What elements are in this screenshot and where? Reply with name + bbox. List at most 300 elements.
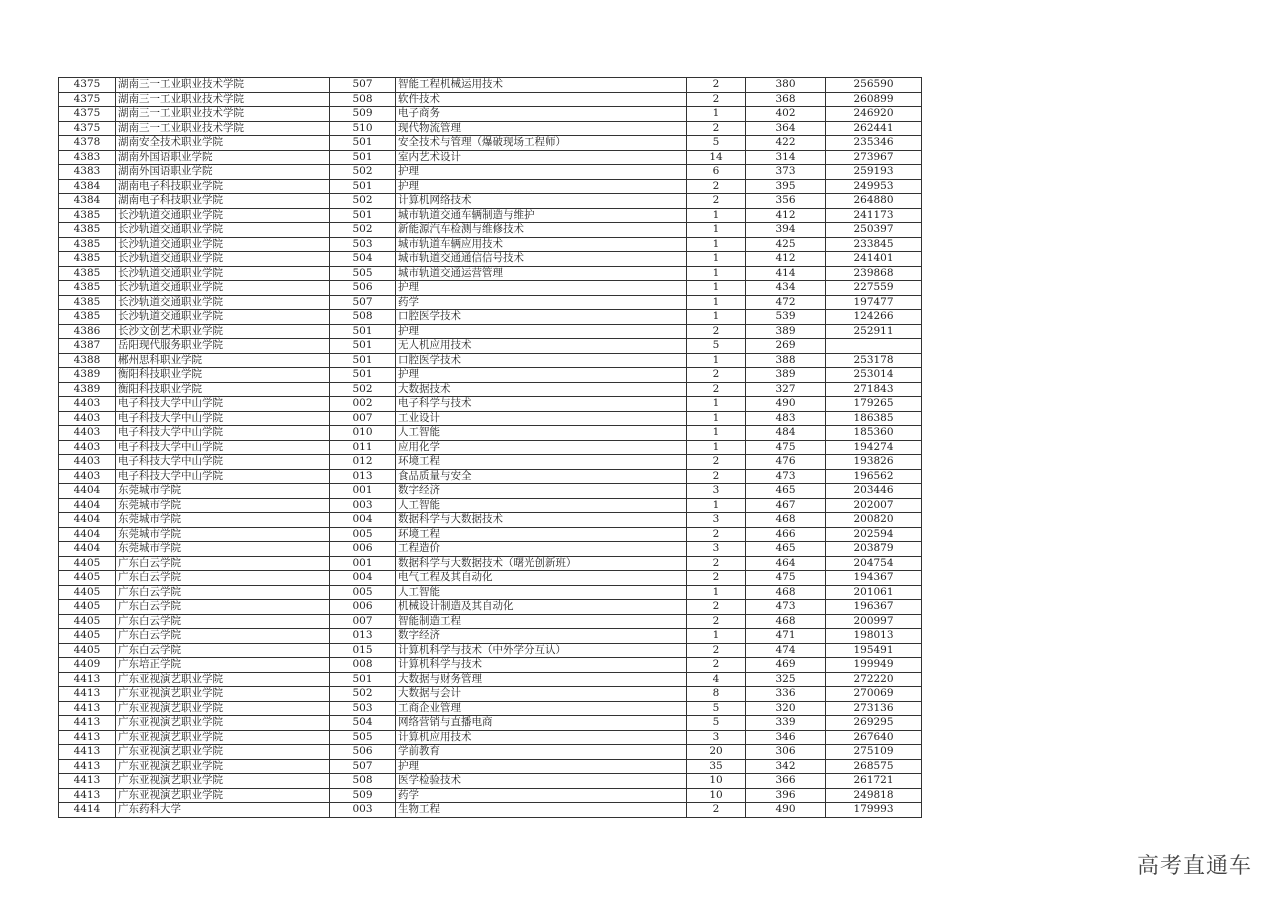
min-score-cell: 336 xyxy=(746,687,826,702)
min-score-cell: 339 xyxy=(746,716,826,731)
program-name-cell: 城市轨道交通运营管理 xyxy=(396,266,687,281)
min-score-cell: 342 xyxy=(746,759,826,774)
table-row xyxy=(59,382,922,397)
school-name-cell: 郴州思科职业学院 xyxy=(116,353,330,368)
plan-count-cell: 2 xyxy=(687,527,746,542)
min-score-cell: 422 xyxy=(746,136,826,151)
program-code-cell: 501 xyxy=(330,339,396,354)
school-code-cell: 4404 xyxy=(59,513,116,528)
plan-count-cell: 20 xyxy=(687,745,746,760)
table-row xyxy=(59,672,922,687)
table-row xyxy=(59,687,922,702)
program-name-cell: 应用化学 xyxy=(396,440,687,455)
min-score-cell: 466 xyxy=(746,527,826,542)
program-name-cell: 药学 xyxy=(396,788,687,803)
table-row xyxy=(59,803,922,818)
school-name-cell: 东莞城市学院 xyxy=(116,484,330,499)
program-code-cell: 502 xyxy=(330,687,396,702)
plan-count-cell: 2 xyxy=(687,324,746,339)
min-score-cell: 389 xyxy=(746,368,826,383)
school-name-cell: 长沙轨道交通职业学院 xyxy=(116,223,330,238)
program-name-cell: 室内艺术设计 xyxy=(396,150,687,165)
table-row xyxy=(59,92,922,107)
plan-count-cell: 2 xyxy=(687,92,746,107)
school-name-cell: 广东白云学院 xyxy=(116,643,330,658)
school-code-cell: 4405 xyxy=(59,600,116,615)
school-name-cell: 衡阳科技职业学院 xyxy=(116,382,330,397)
min-score-cell: 388 xyxy=(746,353,826,368)
table-row xyxy=(59,629,922,644)
plan-count-cell: 1 xyxy=(687,295,746,310)
min-score-cell: 346 xyxy=(746,730,826,745)
min-rank-cell: 275109 xyxy=(826,745,922,760)
min-score-cell: 490 xyxy=(746,803,826,818)
table-row xyxy=(59,295,922,310)
program-name-cell: 工程造价 xyxy=(396,542,687,557)
min-score-cell: 539 xyxy=(746,310,826,325)
min-score-cell: 327 xyxy=(746,382,826,397)
school-name-cell: 广东亚视演艺职业学院 xyxy=(116,745,330,760)
program-code-cell: 508 xyxy=(330,92,396,107)
school-code-cell: 4385 xyxy=(59,310,116,325)
min-rank-cell: 256590 xyxy=(826,78,922,93)
school-name-cell: 湖南三一工业职业技术学院 xyxy=(116,78,330,93)
plan-count-cell: 2 xyxy=(687,643,746,658)
plan-count-cell: 1 xyxy=(687,629,746,644)
school-name-cell: 长沙文创艺术职业学院 xyxy=(116,324,330,339)
school-name-cell: 东莞城市学院 xyxy=(116,542,330,557)
school-code-cell: 4385 xyxy=(59,252,116,267)
table-row xyxy=(59,542,922,557)
plan-count-cell: 1 xyxy=(687,411,746,426)
table-row xyxy=(59,426,922,441)
min-rank-cell: 203446 xyxy=(826,484,922,499)
min-rank-cell xyxy=(826,339,922,354)
school-code-cell: 4405 xyxy=(59,556,116,571)
program-name-cell: 大数据与会计 xyxy=(396,687,687,702)
program-name-cell: 机械设计制造及其自动化 xyxy=(396,600,687,615)
plan-count-cell: 1 xyxy=(687,252,746,267)
school-code-cell: 4404 xyxy=(59,542,116,557)
min-score-cell: 366 xyxy=(746,774,826,789)
school-name-cell: 广东白云学院 xyxy=(116,614,330,629)
plan-count-cell: 1 xyxy=(687,107,746,122)
program-code-cell: 502 xyxy=(330,165,396,180)
min-score-cell: 483 xyxy=(746,411,826,426)
min-score-cell: 320 xyxy=(746,701,826,716)
program-code-cell: 501 xyxy=(330,353,396,368)
school-code-cell: 4403 xyxy=(59,397,116,412)
program-name-cell: 电子科学与技术 xyxy=(396,397,687,412)
min-rank-cell: 179993 xyxy=(826,803,922,818)
school-name-cell: 广东亚视演艺职业学院 xyxy=(116,730,330,745)
table-row xyxy=(59,469,922,484)
program-code-cell: 509 xyxy=(330,788,396,803)
program-code-cell: 501 xyxy=(330,368,396,383)
table-row xyxy=(59,150,922,165)
plan-count-cell: 1 xyxy=(687,498,746,513)
min-rank-cell: 260899 xyxy=(826,92,922,107)
min-score-cell: 469 xyxy=(746,658,826,673)
school-code-cell: 4413 xyxy=(59,774,116,789)
min-rank-cell: 204754 xyxy=(826,556,922,571)
min-rank-cell: 241401 xyxy=(826,252,922,267)
program-name-cell: 学前教育 xyxy=(396,745,687,760)
school-name-cell: 长沙轨道交通职业学院 xyxy=(116,266,330,281)
table-row xyxy=(59,745,922,760)
program-name-cell: 口腔医学技术 xyxy=(396,310,687,325)
program-name-cell: 计算机网络技术 xyxy=(396,194,687,209)
table-row xyxy=(59,643,922,658)
table-row xyxy=(59,614,922,629)
table-row xyxy=(59,658,922,673)
school-name-cell: 广东亚视演艺职业学院 xyxy=(116,759,330,774)
min-rank-cell: 197477 xyxy=(826,295,922,310)
plan-count-cell: 6 xyxy=(687,165,746,180)
program-name-cell: 电子商务 xyxy=(396,107,687,122)
school-code-cell: 4405 xyxy=(59,614,116,629)
school-name-cell: 东莞城市学院 xyxy=(116,513,330,528)
plan-count-cell: 1 xyxy=(687,585,746,600)
school-code-cell: 4403 xyxy=(59,426,116,441)
min-score-cell: 395 xyxy=(746,179,826,194)
school-code-cell: 4388 xyxy=(59,353,116,368)
min-rank-cell: 271843 xyxy=(826,382,922,397)
school-name-cell: 长沙轨道交通职业学院 xyxy=(116,237,330,252)
plan-count-cell: 1 xyxy=(687,426,746,441)
min-rank-cell: 269295 xyxy=(826,716,922,731)
program-code-cell: 505 xyxy=(330,730,396,745)
min-score-cell: 394 xyxy=(746,223,826,238)
school-name-cell: 湖南安全技术职业学院 xyxy=(116,136,330,151)
min-score-cell: 356 xyxy=(746,194,826,209)
school-name-cell: 电子科技大学中山学院 xyxy=(116,455,330,470)
plan-count-cell: 2 xyxy=(687,179,746,194)
min-rank-cell: 235346 xyxy=(826,136,922,151)
min-rank-cell: 201061 xyxy=(826,585,922,600)
school-name-cell: 广东亚视演艺职业学院 xyxy=(116,716,330,731)
table-row xyxy=(59,788,922,803)
table-row xyxy=(59,136,922,151)
table-row xyxy=(59,730,922,745)
min-score-cell: 484 xyxy=(746,426,826,441)
min-rank-cell: 262441 xyxy=(826,121,922,136)
table-row xyxy=(59,179,922,194)
program-code-cell: 501 xyxy=(330,324,396,339)
min-rank-cell: 241173 xyxy=(826,208,922,223)
min-rank-cell: 261721 xyxy=(826,774,922,789)
school-code-cell: 4403 xyxy=(59,411,116,426)
min-rank-cell: 196367 xyxy=(826,600,922,615)
school-code-cell: 4375 xyxy=(59,107,116,122)
plan-count-cell: 5 xyxy=(687,701,746,716)
school-code-cell: 4384 xyxy=(59,179,116,194)
program-name-cell: 环境工程 xyxy=(396,527,687,542)
plan-count-cell: 2 xyxy=(687,382,746,397)
min-rank-cell: 259193 xyxy=(826,165,922,180)
school-code-cell: 4413 xyxy=(59,730,116,745)
program-name-cell: 计算机应用技术 xyxy=(396,730,687,745)
school-code-cell: 4404 xyxy=(59,498,116,513)
min-score-cell: 325 xyxy=(746,672,826,687)
min-rank-cell: 246920 xyxy=(826,107,922,122)
school-code-cell: 4405 xyxy=(59,585,116,600)
school-code-cell: 4413 xyxy=(59,759,116,774)
min-score-cell: 467 xyxy=(746,498,826,513)
program-name-cell: 电气工程及其自动化 xyxy=(396,571,687,586)
school-name-cell: 东莞城市学院 xyxy=(116,527,330,542)
program-name-cell: 口腔医学技术 xyxy=(396,353,687,368)
plan-count-cell: 1 xyxy=(687,440,746,455)
min-score-cell: 465 xyxy=(746,484,826,499)
table-row xyxy=(59,484,922,499)
program-name-cell: 数字经济 xyxy=(396,629,687,644)
table-row xyxy=(59,774,922,789)
min-rank-cell: 252911 xyxy=(826,324,922,339)
table-row xyxy=(59,194,922,209)
table-row xyxy=(59,600,922,615)
table-row xyxy=(59,266,922,281)
plan-count-cell: 8 xyxy=(687,687,746,702)
program-code-cell: 502 xyxy=(330,382,396,397)
table-row xyxy=(59,716,922,731)
school-code-cell: 4385 xyxy=(59,208,116,223)
school-name-cell: 广东亚视演艺职业学院 xyxy=(116,687,330,702)
table-row xyxy=(59,527,922,542)
min-score-cell: 306 xyxy=(746,745,826,760)
school-name-cell: 长沙轨道交通职业学院 xyxy=(116,252,330,267)
program-name-cell: 食品质量与安全 xyxy=(396,469,687,484)
program-name-cell: 计算机科学与技术 xyxy=(396,658,687,673)
plan-count-cell: 2 xyxy=(687,600,746,615)
plan-count-cell: 4 xyxy=(687,672,746,687)
program-code-cell: 011 xyxy=(330,440,396,455)
program-code-cell: 010 xyxy=(330,426,396,441)
min-score-cell: 414 xyxy=(746,266,826,281)
table-row xyxy=(59,78,922,93)
min-rank-cell: 249953 xyxy=(826,179,922,194)
program-name-cell: 城市轨道交通通信信号技术 xyxy=(396,252,687,267)
min-score-cell: 464 xyxy=(746,556,826,571)
school-code-cell: 4385 xyxy=(59,223,116,238)
school-name-cell: 广东亚视演艺职业学院 xyxy=(116,788,330,803)
school-name-cell: 衡阳科技职业学院 xyxy=(116,368,330,383)
table-row xyxy=(59,310,922,325)
program-code-cell: 501 xyxy=(330,150,396,165)
program-code-cell: 508 xyxy=(330,310,396,325)
min-score-cell: 476 xyxy=(746,455,826,470)
table-row xyxy=(59,455,922,470)
min-rank-cell: 203879 xyxy=(826,542,922,557)
table-row xyxy=(59,411,922,426)
table-row xyxy=(59,121,922,136)
table-row xyxy=(59,440,922,455)
min-score-cell: 490 xyxy=(746,397,826,412)
school-name-cell: 电子科技大学中山学院 xyxy=(116,440,330,455)
min-score-cell: 402 xyxy=(746,107,826,122)
min-rank-cell: 193826 xyxy=(826,455,922,470)
program-name-cell: 网络营销与直播电商 xyxy=(396,716,687,731)
program-code-cell: 501 xyxy=(330,179,396,194)
program-name-cell: 计算机科学与技术（中外学分互认） xyxy=(396,643,687,658)
table-row xyxy=(59,513,922,528)
plan-count-cell: 2 xyxy=(687,78,746,93)
school-code-cell: 4413 xyxy=(59,701,116,716)
min-score-cell: 269 xyxy=(746,339,826,354)
table-row xyxy=(59,324,922,339)
plan-count-cell: 10 xyxy=(687,788,746,803)
school-code-cell: 4404 xyxy=(59,527,116,542)
plan-count-cell: 1 xyxy=(687,266,746,281)
min-score-cell: 473 xyxy=(746,469,826,484)
school-name-cell: 电子科技大学中山学院 xyxy=(116,426,330,441)
program-code-cell: 504 xyxy=(330,716,396,731)
min-score-cell: 468 xyxy=(746,614,826,629)
plan-count-cell: 1 xyxy=(687,223,746,238)
school-name-cell: 广东白云学院 xyxy=(116,571,330,586)
table-row xyxy=(59,397,922,412)
plan-count-cell: 1 xyxy=(687,353,746,368)
min-score-cell: 471 xyxy=(746,629,826,644)
program-code-cell: 501 xyxy=(330,136,396,151)
program-code-cell: 013 xyxy=(330,629,396,644)
school-code-cell: 4404 xyxy=(59,484,116,499)
program-name-cell: 工商企业管理 xyxy=(396,701,687,716)
table-row xyxy=(59,208,922,223)
min-score-cell: 314 xyxy=(746,150,826,165)
school-name-cell: 广东培正学院 xyxy=(116,658,330,673)
school-code-cell: 4405 xyxy=(59,629,116,644)
min-rank-cell: 253014 xyxy=(826,368,922,383)
plan-count-cell: 3 xyxy=(687,542,746,557)
program-code-cell: 008 xyxy=(330,658,396,673)
program-name-cell: 安全技术与管理（爆破现场工程师） xyxy=(396,136,687,151)
table-row xyxy=(59,223,922,238)
plan-count-cell: 14 xyxy=(687,150,746,165)
min-score-cell: 465 xyxy=(746,542,826,557)
plan-count-cell: 2 xyxy=(687,614,746,629)
plan-count-cell: 1 xyxy=(687,397,746,412)
program-name-cell: 数字经济 xyxy=(396,484,687,499)
program-name-cell: 护理 xyxy=(396,179,687,194)
school-name-cell: 广东白云学院 xyxy=(116,600,330,615)
school-code-cell: 4385 xyxy=(59,237,116,252)
program-code-cell: 003 xyxy=(330,498,396,513)
program-code-cell: 502 xyxy=(330,223,396,238)
school-name-cell: 电子科技大学中山学院 xyxy=(116,411,330,426)
min-score-cell: 468 xyxy=(746,513,826,528)
program-code-cell: 510 xyxy=(330,121,396,136)
plan-count-cell: 1 xyxy=(687,310,746,325)
program-code-cell: 506 xyxy=(330,745,396,760)
program-name-cell: 人工智能 xyxy=(396,498,687,513)
min-score-cell: 473 xyxy=(746,600,826,615)
school-name-cell: 广东白云学院 xyxy=(116,629,330,644)
school-name-cell: 湖南电子科技职业学院 xyxy=(116,179,330,194)
plan-count-cell: 2 xyxy=(687,571,746,586)
min-score-cell: 368 xyxy=(746,92,826,107)
program-code-cell: 507 xyxy=(330,78,396,93)
school-name-cell: 湖南外国语职业学院 xyxy=(116,150,330,165)
school-name-cell: 广东白云学院 xyxy=(116,556,330,571)
program-code-cell: 006 xyxy=(330,600,396,615)
school-name-cell: 湖南三一工业职业技术学院 xyxy=(116,121,330,136)
school-code-cell: 4413 xyxy=(59,745,116,760)
plan-count-cell: 1 xyxy=(687,208,746,223)
min-rank-cell: 179265 xyxy=(826,397,922,412)
school-code-cell: 4385 xyxy=(59,266,116,281)
program-code-cell: 013 xyxy=(330,469,396,484)
min-score-cell: 425 xyxy=(746,237,826,252)
program-name-cell: 城市轨道交通车辆制造与维护 xyxy=(396,208,687,223)
min-rank-cell: 233845 xyxy=(826,237,922,252)
school-code-cell: 4403 xyxy=(59,440,116,455)
program-code-cell: 502 xyxy=(330,194,396,209)
program-name-cell: 生物工程 xyxy=(396,803,687,818)
school-name-cell: 长沙轨道交通职业学院 xyxy=(116,281,330,296)
program-code-cell: 001 xyxy=(330,556,396,571)
min-score-cell: 389 xyxy=(746,324,826,339)
plan-count-cell: 5 xyxy=(687,716,746,731)
school-name-cell: 广东亚视演艺职业学院 xyxy=(116,774,330,789)
program-code-cell: 004 xyxy=(330,513,396,528)
program-name-cell: 无人机应用技术 xyxy=(396,339,687,354)
program-code-cell: 503 xyxy=(330,701,396,716)
program-name-cell: 护理 xyxy=(396,165,687,180)
min-rank-cell: 200820 xyxy=(826,513,922,528)
school-code-cell: 4389 xyxy=(59,368,116,383)
school-code-cell: 4375 xyxy=(59,121,116,136)
min-rank-cell: 194274 xyxy=(826,440,922,455)
plan-count-cell: 35 xyxy=(687,759,746,774)
min-rank-cell: 273967 xyxy=(826,150,922,165)
min-score-cell: 475 xyxy=(746,440,826,455)
min-rank-cell: 200997 xyxy=(826,614,922,629)
watermark: 高考直通车 xyxy=(1136,854,1252,879)
program-code-cell: 506 xyxy=(330,281,396,296)
program-code-cell: 002 xyxy=(330,397,396,412)
min-score-cell: 373 xyxy=(746,165,826,180)
plan-count-cell: 2 xyxy=(687,658,746,673)
program-code-cell: 001 xyxy=(330,484,396,499)
program-name-cell: 护理 xyxy=(396,281,687,296)
table-row xyxy=(59,571,922,586)
min-score-cell: 472 xyxy=(746,295,826,310)
program-name-cell: 环境工程 xyxy=(396,455,687,470)
school-name-cell: 广东亚视演艺职业学院 xyxy=(116,672,330,687)
min-score-cell: 475 xyxy=(746,571,826,586)
school-code-cell: 4378 xyxy=(59,136,116,151)
school-name-cell: 长沙轨道交通职业学院 xyxy=(116,295,330,310)
plan-count-cell: 3 xyxy=(687,730,746,745)
school-code-cell: 4409 xyxy=(59,658,116,673)
program-code-cell: 505 xyxy=(330,266,396,281)
min-rank-cell: 185360 xyxy=(826,426,922,441)
school-code-cell: 4375 xyxy=(59,92,116,107)
program-name-cell: 城市轨道车辆应用技术 xyxy=(396,237,687,252)
table-row xyxy=(59,556,922,571)
school-code-cell: 4385 xyxy=(59,281,116,296)
school-code-cell: 4386 xyxy=(59,324,116,339)
min-rank-cell: 186385 xyxy=(826,411,922,426)
program-name-cell: 大数据与财务管理 xyxy=(396,672,687,687)
plan-count-cell: 2 xyxy=(687,455,746,470)
program-code-cell: 509 xyxy=(330,107,396,122)
min-score-cell: 434 xyxy=(746,281,826,296)
plan-count-cell: 5 xyxy=(687,136,746,151)
min-score-cell: 412 xyxy=(746,252,826,267)
min-rank-cell: 196562 xyxy=(826,469,922,484)
